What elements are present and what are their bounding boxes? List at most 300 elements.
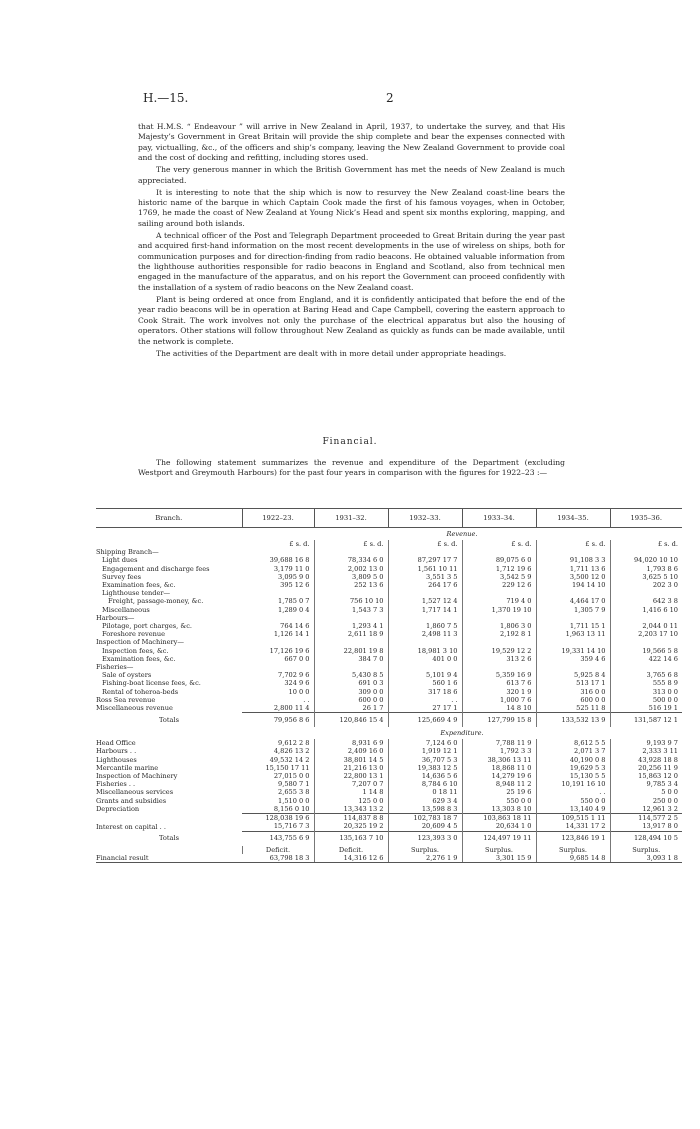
table-row bbox=[96, 805, 682, 814]
value-cell: 27 17 1 bbox=[388, 704, 462, 713]
value-cell: 550 0 0 bbox=[536, 797, 610, 805]
row-label: Fisheries . . bbox=[96, 780, 136, 789]
currency-cell: £ s. d. bbox=[610, 540, 682, 548]
row-label: Freight, passage-money, &c. bbox=[108, 597, 204, 606]
totals-row bbox=[96, 831, 682, 846]
value-cell: 667 0 0 bbox=[284, 654, 310, 663]
value-cell: 2,409 16 0 bbox=[314, 747, 388, 755]
value-cell: 5,101 9 4 bbox=[388, 671, 462, 679]
value-cell: 15,716 7 3 bbox=[273, 822, 310, 831]
table-row bbox=[96, 573, 682, 581]
value-cell bbox=[388, 548, 462, 556]
row-label: Mercantile marine bbox=[96, 763, 159, 772]
value-cell: 500 0 0 bbox=[610, 696, 682, 704]
row-label: Sale of oysters bbox=[102, 671, 152, 680]
value-cell: 20,256 11 9 bbox=[610, 764, 682, 772]
value-cell: 40,190 0 8 bbox=[536, 756, 610, 764]
spacer-cell bbox=[96, 727, 242, 739]
value-cell: 14 8 10 bbox=[462, 704, 536, 713]
value-cell: 756 10 10 bbox=[314, 597, 388, 605]
row-label: Fishing-boat license fees, &c. bbox=[102, 679, 201, 688]
table-row bbox=[96, 647, 682, 655]
value-cell: 22,800 13 1 bbox=[314, 772, 388, 780]
row-label: Inspection of Machinery bbox=[96, 772, 178, 781]
value-cell: 19,383 12 5 bbox=[388, 764, 462, 772]
value-cell: 13,140 4 9 bbox=[536, 805, 610, 814]
value-cell: 17,126 19 6 bbox=[269, 646, 310, 655]
value-cell: 1,793 8 6 bbox=[610, 565, 682, 573]
value-cell: 252 13 6 bbox=[314, 581, 388, 589]
value-cell: 49,532 14 2 bbox=[269, 755, 310, 764]
table-row bbox=[96, 548, 682, 556]
column-header: 1935–36. bbox=[610, 509, 682, 528]
value-cell: 135,163 7 10 bbox=[314, 831, 388, 846]
value-cell: 422 14 6 bbox=[610, 655, 682, 663]
value-cell: 764 14 6 bbox=[280, 622, 310, 631]
value-cell: 2,044 0 11 bbox=[610, 622, 682, 630]
table-row bbox=[96, 581, 682, 589]
value-cell bbox=[536, 614, 610, 622]
value-cell: 1,963 13 11 bbox=[536, 630, 610, 638]
table-row bbox=[96, 739, 682, 747]
value-cell: 2,203 17 10 bbox=[610, 630, 682, 638]
column-header: 1933–34. bbox=[462, 509, 536, 528]
value-cell: 15,863 12 0 bbox=[610, 772, 682, 780]
value-cell: 0 18 11 bbox=[388, 788, 462, 796]
value-cell: 560 1 6 bbox=[388, 679, 462, 687]
value-cell: 313 0 0 bbox=[610, 688, 682, 696]
currency-cell: £ s. d. bbox=[314, 540, 388, 548]
table-row bbox=[96, 606, 682, 614]
value-cell: 15,130 5 5 bbox=[536, 772, 610, 780]
value-cell: 125 0 0 bbox=[314, 797, 388, 805]
value-cell bbox=[314, 663, 388, 671]
value-cell: 1,919 12 1 bbox=[388, 747, 462, 755]
section-label: Revenue. bbox=[446, 529, 478, 538]
value-cell: 1,510 0 0 bbox=[278, 796, 310, 805]
value-cell: 8,931 6 9 bbox=[314, 739, 388, 747]
value-cell: 10 0 0 bbox=[288, 687, 310, 696]
spacer-cell bbox=[96, 528, 242, 541]
value-cell: 2,611 18 9 bbox=[314, 630, 388, 638]
value-cell: 39,688 16 8 bbox=[269, 556, 310, 565]
result-header-row bbox=[96, 846, 682, 854]
value-cell: 43,928 18 8 bbox=[610, 756, 682, 764]
value-cell: 1,000 7 6 bbox=[462, 696, 536, 704]
value-cell: 9,785 3 4 bbox=[610, 780, 682, 788]
value-cell: 1,717 14 1 bbox=[388, 606, 462, 614]
value-cell: 13,303 8 10 bbox=[462, 805, 536, 814]
row-label: Interest on capital . . bbox=[96, 822, 166, 831]
value-cell: 3,551 3 5 bbox=[388, 573, 462, 581]
table-row bbox=[96, 688, 682, 696]
value-cell: 89,075 6 0 bbox=[462, 556, 536, 564]
row-label: Harbours . . bbox=[96, 747, 137, 756]
value-cell: 629 3 4 bbox=[388, 797, 462, 805]
value-cell: 384 7 0 bbox=[314, 655, 388, 663]
value-cell: 7,124 6 0 bbox=[388, 739, 462, 747]
value-cell bbox=[388, 663, 462, 671]
value-cell: 600 0 0 bbox=[314, 696, 388, 704]
value-cell: 395 12 6 bbox=[280, 581, 310, 590]
value-cell: 1,126 14 1 bbox=[273, 630, 310, 639]
value-cell: 3,809 5 0 bbox=[314, 573, 388, 581]
value-cell bbox=[536, 638, 610, 646]
table-row bbox=[96, 756, 682, 764]
result-header: Surplus. bbox=[536, 846, 610, 854]
value-cell bbox=[242, 614, 314, 622]
value-cell: 3,301 15 9 bbox=[462, 854, 536, 863]
row-label: Survey fees bbox=[102, 572, 141, 581]
value-cell bbox=[242, 638, 314, 646]
row-label: Lighthouses bbox=[96, 755, 137, 764]
value-cell: . . bbox=[536, 788, 610, 796]
paragraph: that H.M.S. “ Endeavour ” will arrive in New Zealand in April, 1937, to undertake the survey, and that His Majesty’s Government in Great Britain will provide the ship complete and bear the expenses connected with pay, victualling, &c., of the officers and ship’s company, leaving the New Zealand Government to provide coal and the cost of docking and refitting, including stores used. bbox=[138, 122, 565, 163]
page-number: 2 bbox=[386, 91, 394, 105]
section-heading-financial: Financial. bbox=[322, 437, 378, 447]
result-header: Deficit. bbox=[314, 846, 388, 854]
financial-result-row bbox=[96, 854, 682, 863]
value-cell bbox=[314, 638, 388, 646]
value-cell: 36,707 5 3 bbox=[388, 756, 462, 764]
row-label: Examination fees, &c. bbox=[102, 581, 176, 590]
value-cell: 25 19 6 bbox=[462, 788, 536, 796]
value-cell bbox=[536, 548, 610, 556]
value-cell: 13,917 8 0 bbox=[610, 822, 682, 831]
value-cell: 555 8 9 bbox=[610, 679, 682, 687]
value-cell: 26 1 7 bbox=[314, 704, 388, 713]
value-cell: 2,800 11 4 bbox=[273, 704, 310, 713]
value-cell bbox=[462, 548, 536, 556]
value-cell: 691 0 3 bbox=[314, 679, 388, 687]
column-header: 1931–32. bbox=[314, 509, 388, 528]
value-cell: 600 0 0 bbox=[536, 696, 610, 704]
table-row bbox=[96, 696, 682, 704]
value-cell: 18,868 11 0 bbox=[462, 764, 536, 772]
table-row bbox=[96, 747, 682, 755]
table-row bbox=[96, 764, 682, 772]
value-cell: 125,669 4 9 bbox=[388, 713, 462, 728]
value-cell: 3,093 1 8 bbox=[610, 854, 682, 863]
result-header: Surplus. bbox=[388, 846, 462, 854]
value-cell: 1,543 7 3 bbox=[314, 606, 388, 614]
value-cell: 1,305 7 9 bbox=[536, 606, 610, 614]
value-cell: 19,629 5 3 bbox=[536, 764, 610, 772]
column-header: 1934–35. bbox=[536, 509, 610, 528]
value-cell: 8,948 11 2 bbox=[462, 780, 536, 788]
table-row bbox=[96, 556, 682, 564]
value-cell: 1,711 15 1 bbox=[536, 622, 610, 630]
value-cell: 1 14 8 bbox=[314, 788, 388, 796]
value-cell: 13,598 8 3 bbox=[388, 805, 462, 814]
value-cell: 8,156 0 10 bbox=[273, 804, 310, 813]
row-label: Depreciation bbox=[96, 805, 140, 814]
financial-intro bbox=[138, 458, 565, 479]
value-cell: 14,279 19 6 bbox=[462, 772, 536, 780]
table-row bbox=[96, 704, 682, 713]
row-label: Miscellaneous services bbox=[96, 788, 174, 797]
value-cell: 202 3 0 bbox=[610, 581, 682, 589]
value-cell: 7,207 0 7 bbox=[314, 780, 388, 788]
value-cell: 20,634 1 0 bbox=[462, 822, 536, 831]
row-label: Fisheries— bbox=[96, 663, 134, 672]
row-label: Ross Sea revenue bbox=[96, 695, 156, 704]
value-cell: 9,612 2 8 bbox=[278, 739, 310, 748]
value-cell bbox=[536, 663, 610, 671]
value-cell bbox=[536, 589, 610, 597]
value-cell: 1,289 0 4 bbox=[278, 605, 310, 614]
row-label: Harbours— bbox=[96, 613, 135, 622]
spacer-cell bbox=[96, 540, 242, 548]
value-cell: 7,702 9 6 bbox=[278, 671, 310, 680]
value-cell: 133,532 13 9 bbox=[536, 713, 610, 728]
value-cell: 13,343 13 2 bbox=[314, 805, 388, 814]
table-row bbox=[96, 655, 682, 663]
row-label: Engagement and discharge fees bbox=[102, 564, 210, 573]
table-row bbox=[96, 780, 682, 788]
value-cell: 38,306 13 11 bbox=[462, 756, 536, 764]
row-label: Miscellaneous revenue bbox=[96, 704, 173, 713]
value-cell: 5,925 8 4 bbox=[536, 671, 610, 679]
value-cell: 123,393 3 0 bbox=[388, 831, 462, 846]
value-cell: 114,577 2 5 bbox=[610, 814, 682, 823]
table-header-row bbox=[96, 509, 682, 528]
value-cell: 109,515 1 11 bbox=[536, 814, 610, 823]
value-cell bbox=[462, 589, 536, 597]
table-row bbox=[96, 663, 682, 671]
row-label: Head Office bbox=[96, 739, 136, 748]
row-label: Shipping Branch— bbox=[96, 548, 159, 557]
value-cell: 123,846 19 1 bbox=[536, 831, 610, 846]
document-reference: H.—15. bbox=[143, 91, 189, 105]
row-label: Financial result bbox=[96, 854, 242, 863]
value-cell bbox=[388, 638, 462, 646]
column-header: 1922–23. bbox=[242, 509, 314, 528]
value-cell bbox=[388, 614, 462, 622]
value-cell: 513 17 1 bbox=[536, 679, 610, 687]
value-cell: 20,325 19 2 bbox=[314, 822, 388, 831]
value-cell: 63,798 18 3 bbox=[242, 854, 314, 863]
value-cell: 14,636 5 6 bbox=[388, 772, 462, 780]
value-cell: 19,529 12 2 bbox=[462, 647, 536, 655]
row-label: Miscellaneous bbox=[102, 605, 150, 614]
section-label: Expenditure. bbox=[440, 729, 484, 738]
value-cell: 78,334 6 0 bbox=[314, 556, 388, 564]
paragraph: A technical officer of the Post and Telegraph Department proceeded to Great Britain during the year past and acquired first-hand information on the most recent developments in the use of wireless on ships, both for communication purposes and for direction-finding from radio beacons. He obtained valuable information from the lighthouse authorities responsible for radio beacons in England and Scotland, also from technical men engaged in the manufacture of the apparatus, and on his report the Government can proceed confidently with the installation of a system of radio beacons on the New Zealand coast. bbox=[138, 230, 565, 292]
currency-cell: £ s. d. bbox=[289, 540, 310, 548]
value-cell: 2,071 3 7 bbox=[536, 747, 610, 755]
value-cell: 1,806 3 0 bbox=[462, 622, 536, 630]
value-cell: 4,464 17 0 bbox=[536, 597, 610, 605]
value-cell: 20,609 4 5 bbox=[388, 822, 462, 831]
value-cell bbox=[242, 589, 314, 597]
value-cell bbox=[242, 548, 314, 556]
value-cell: 1,712 19 6 bbox=[462, 565, 536, 573]
value-cell: 21,216 13 0 bbox=[314, 764, 388, 772]
value-cell: 143,755 6 9 bbox=[242, 831, 314, 846]
value-cell: 120,846 15 4 bbox=[314, 713, 388, 728]
value-cell: 9,685 14 8 bbox=[536, 854, 610, 863]
value-cell: 3,179 11 0 bbox=[273, 564, 310, 573]
value-cell: 38,801 14 5 bbox=[314, 756, 388, 764]
value-cell bbox=[314, 614, 388, 622]
value-cell: 264 17 6 bbox=[388, 581, 462, 589]
value-cell: 359 4 6 bbox=[536, 655, 610, 663]
value-cell: 9,193 9 7 bbox=[610, 739, 682, 747]
row-label: Examination fees, &c. bbox=[102, 654, 176, 663]
value-cell: 5 0 0 bbox=[610, 788, 682, 796]
value-cell: 516 19 1 bbox=[610, 704, 682, 713]
value-cell: 27,015 0 0 bbox=[273, 772, 310, 781]
value-cell: 3,095 9 0 bbox=[278, 572, 310, 581]
spacer-cell bbox=[96, 846, 242, 854]
currency-cell: £ s. d. bbox=[462, 540, 536, 548]
column-header: Branch. bbox=[96, 509, 242, 528]
value-cell: 128,038 19 6 bbox=[242, 814, 314, 823]
value-cell bbox=[610, 589, 682, 597]
interest-row bbox=[96, 822, 682, 831]
value-cell: 401 0 0 bbox=[388, 655, 462, 663]
value-cell bbox=[314, 589, 388, 597]
value-cell bbox=[314, 548, 388, 556]
currency-cell: £ s. d. bbox=[536, 540, 610, 548]
value-cell: 2,498 11 3 bbox=[388, 630, 462, 638]
value-cell: 1,561 10 11 bbox=[388, 565, 462, 573]
value-cell: 124,497 19 11 bbox=[462, 831, 536, 846]
table-row bbox=[96, 630, 682, 638]
value-cell: 131,587 12 1 bbox=[610, 713, 682, 728]
value-cell: 1,711 13 6 bbox=[536, 565, 610, 573]
value-cell bbox=[242, 663, 314, 671]
value-cell: 94,020 10 10 bbox=[610, 556, 682, 564]
paragraph: Plant is being ordered at once from England, and it is confidently anticipated that before the end of the year radio beacons will be in operation at Baring Head and Cape Campbell, covering the eastern approach to Cook Strait. The work involves not only the purchase of the electrical apparatus but also the housing of operators. Other stations will follow throughout New Zealand as quickly as funds can be made available, until the network is complete. bbox=[138, 294, 565, 346]
value-cell bbox=[462, 614, 536, 622]
value-cell: 14,331 17 2 bbox=[536, 822, 610, 831]
currency-cell: £ s. d. bbox=[388, 540, 462, 548]
value-cell: 5,359 16 9 bbox=[462, 671, 536, 679]
value-cell: 10,191 16 10 bbox=[536, 780, 610, 788]
value-cell: 1,792 3 3 bbox=[462, 747, 536, 755]
value-cell: 1,370 19 10 bbox=[462, 606, 536, 614]
value-cell bbox=[610, 638, 682, 646]
value-cell: 1,785 0 7 bbox=[278, 597, 310, 606]
value-cell: 3,765 6 8 bbox=[610, 671, 682, 679]
value-cell: 525 11 8 bbox=[536, 704, 610, 713]
value-cell: 19,566 5 8 bbox=[610, 647, 682, 655]
revenue-section-label bbox=[96, 528, 682, 541]
value-cell: 1,527 12 4 bbox=[388, 597, 462, 605]
value-cell: 19,331 14 10 bbox=[536, 647, 610, 655]
result-header: Deficit. bbox=[242, 846, 314, 854]
value-cell: 8,784 6 10 bbox=[388, 780, 462, 788]
value-cell: 128,494 10 5 bbox=[610, 831, 682, 846]
expenditure-section-label bbox=[96, 727, 682, 739]
value-cell: 316 0 0 bbox=[536, 688, 610, 696]
value-cell bbox=[610, 663, 682, 671]
value-cell: 102,783 18 7 bbox=[388, 814, 462, 823]
financial-table bbox=[96, 508, 682, 863]
table-row bbox=[96, 638, 682, 646]
value-cell: 3,625 5 10 bbox=[610, 573, 682, 581]
value-cell: 87,297 17 7 bbox=[388, 556, 462, 564]
value-cell: 613 7 6 bbox=[462, 679, 536, 687]
row-label: Light dues bbox=[102, 556, 138, 565]
currency-row bbox=[96, 540, 682, 548]
value-cell: 313 2 6 bbox=[462, 655, 536, 663]
value-cell: 114,837 8 8 bbox=[314, 814, 388, 823]
value-cell: 229 12 6 bbox=[462, 581, 536, 589]
value-cell: 91,108 3 3 bbox=[536, 556, 610, 564]
value-cell: 1,416 6 10 bbox=[610, 606, 682, 614]
row-label: Lighthouse tender— bbox=[102, 589, 171, 598]
paragraph: The following statement summarizes the revenue and expenditure of the Department (excluding Westport and Greymouth Harbours) for the past four years in comparison with the figures for 1922–23 :— bbox=[138, 458, 565, 478]
value-cell: 3,500 12 0 bbox=[536, 573, 610, 581]
value-cell: 317 18 6 bbox=[388, 688, 462, 696]
paragraph: The activities of the Department are dealt with in more detail under appropriate headings. bbox=[156, 348, 507, 358]
value-cell bbox=[610, 548, 682, 556]
table-row bbox=[96, 797, 682, 805]
value-cell bbox=[388, 589, 462, 597]
table-row bbox=[96, 589, 682, 597]
value-cell: 642 3 8 bbox=[610, 597, 682, 605]
value-cell: 309 0 0 bbox=[314, 688, 388, 696]
row-label: Inspection of Machinery— bbox=[96, 638, 184, 647]
table-row bbox=[96, 614, 682, 622]
subtotal-row bbox=[96, 814, 682, 823]
row-label: Pilotage, port charges, &c. bbox=[102, 622, 192, 631]
table-row bbox=[96, 597, 682, 605]
totals-row bbox=[96, 713, 682, 728]
table-row bbox=[96, 671, 682, 679]
value-cell: 103,863 18 11 bbox=[462, 814, 536, 823]
value-cell bbox=[462, 638, 536, 646]
value-cell: 15,150 17 11 bbox=[265, 763, 310, 772]
table-row bbox=[96, 565, 682, 573]
value-cell: 2,192 8 1 bbox=[462, 630, 536, 638]
row-label: Totals bbox=[159, 834, 179, 843]
value-cell: 12,961 3 2 bbox=[610, 805, 682, 814]
value-cell bbox=[610, 614, 682, 622]
paragraph: It is interesting to note that the ship which is now to resurvey the New Zealand coast-line bears the historic name of the barque in which Captain Cook made the first of his famous voyages, when in October, 1769, he made the coast of New Zealand at Young Nick’s Head and spent six months exploring, mapping, and sailing around both islands. bbox=[138, 187, 565, 228]
row-label: Grants and subsidies bbox=[96, 796, 167, 805]
value-cell: 550 0 0 bbox=[462, 797, 536, 805]
table-row bbox=[96, 772, 682, 780]
value-cell: 719 4 0 bbox=[462, 597, 536, 605]
column-header: 1932–33. bbox=[388, 509, 462, 528]
value-cell: 7,788 11 9 bbox=[462, 739, 536, 747]
value-cell: 320 1 9 bbox=[462, 688, 536, 696]
value-cell: 1,860 7 5 bbox=[388, 622, 462, 630]
value-cell: 2,276 1 9 bbox=[388, 854, 462, 863]
result-header: Surplus. bbox=[610, 846, 682, 854]
value-cell: 22,801 19 8 bbox=[314, 647, 388, 655]
value-cell: 250 0 0 bbox=[610, 797, 682, 805]
value-cell: 14,316 12 6 bbox=[314, 854, 388, 863]
value-cell: 3,542 5 9 bbox=[462, 573, 536, 581]
value-cell: 324 9 6 bbox=[284, 679, 310, 688]
value-cell: 2,333 3 11 bbox=[610, 747, 682, 755]
value-cell: 127,799 15 8 bbox=[462, 713, 536, 728]
value-cell: 9,580 7 1 bbox=[278, 780, 310, 789]
body-text bbox=[138, 122, 565, 361]
value-cell: . . bbox=[388, 696, 462, 704]
value-cell: 8,612 5 5 bbox=[536, 739, 610, 747]
value-cell: . . bbox=[303, 695, 310, 704]
table-row bbox=[96, 679, 682, 687]
value-cell: 194 14 10 bbox=[536, 581, 610, 589]
result-header: Surplus. bbox=[462, 846, 536, 854]
table-row bbox=[96, 622, 682, 630]
